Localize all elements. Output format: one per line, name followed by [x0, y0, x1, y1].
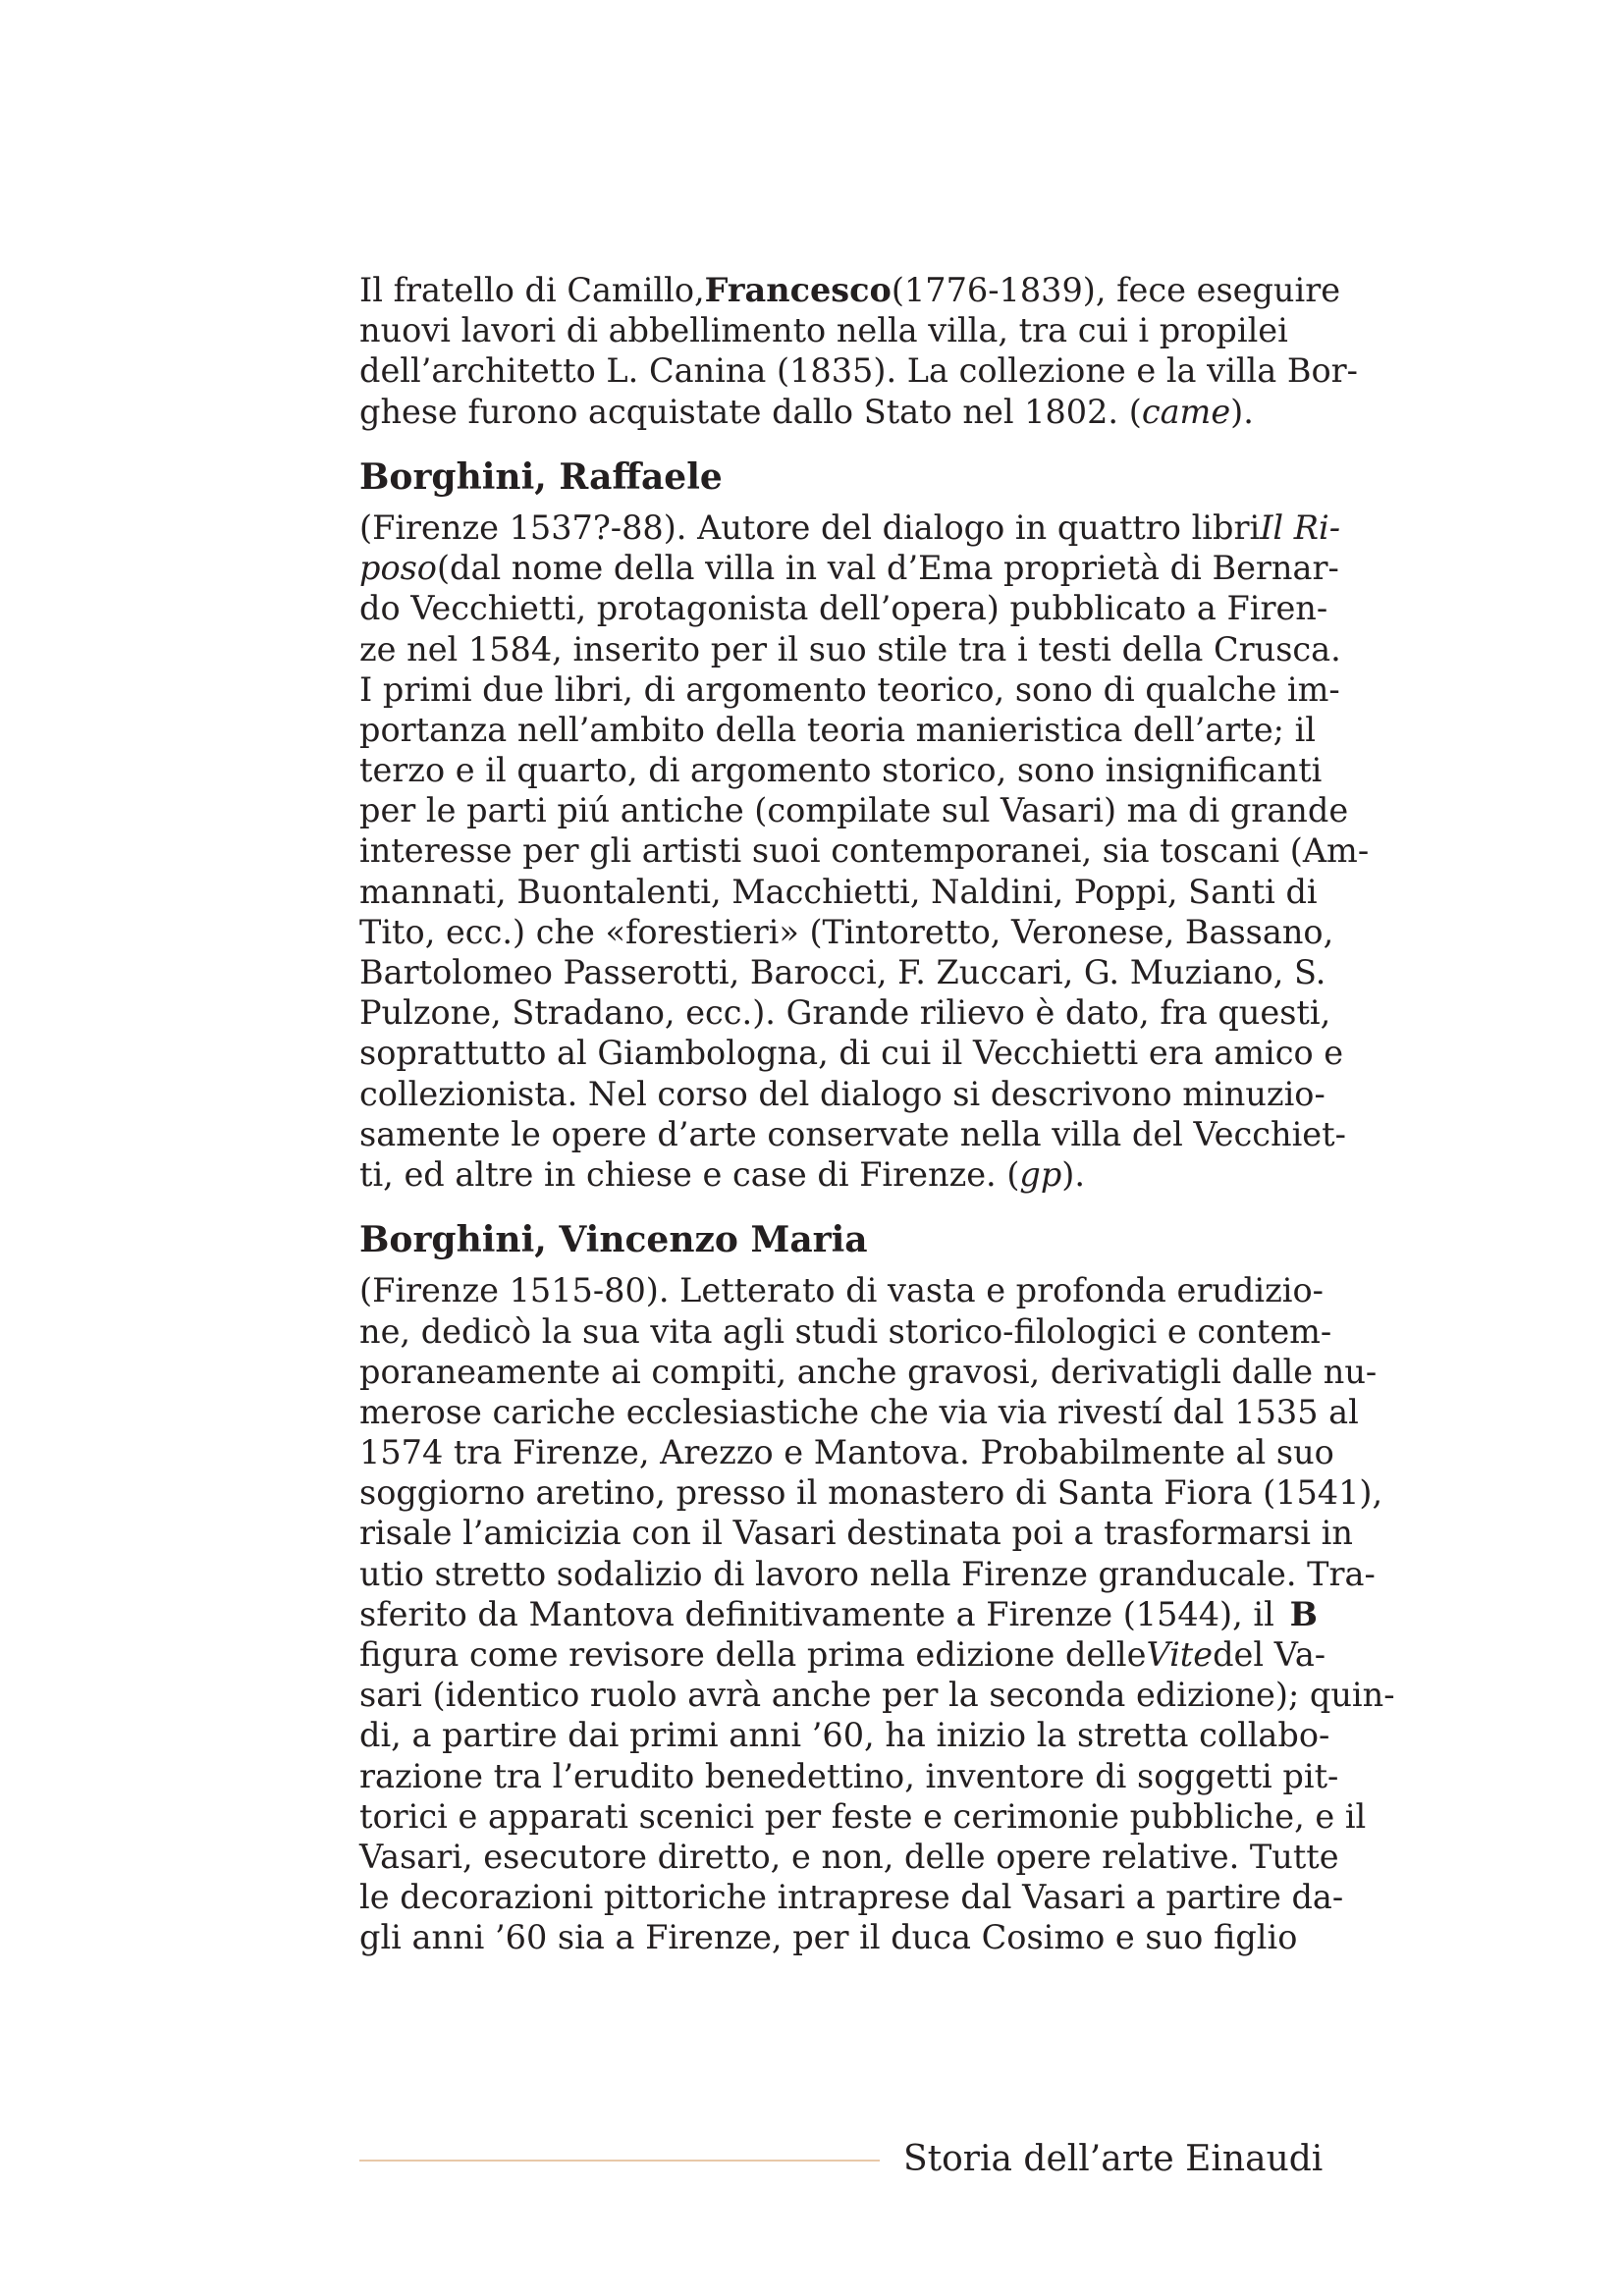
text-run: I primi due libri, di argomento teorico, sono di qualche im-	[359, 669, 1340, 709]
text-line	[359, 1074, 1325, 1114]
text-run: (dal nome della villa in val d’Ema proprietà di Bernar-	[436, 549, 1339, 588]
text-run: le decorazioni pittoriche intraprese dal Vasari a partire da-	[359, 1878, 1344, 1917]
text-run: poraneamente ai compiti, anche gravosi, derivatigli dalle nu-	[359, 1352, 1378, 1391]
text-run: nuovi lavori di abbellimento nella villa, tra cui i propilei	[359, 311, 1288, 350]
text-line	[359, 750, 1323, 790]
text-run: ne, dedicò la sua vita agli studi storico-filologici e contem-	[359, 1311, 1332, 1351]
text-run: del Va-	[1213, 1635, 1326, 1674]
text-run: merose cariche ecclesiastiche che via via rivestí dal 1535 al	[359, 1392, 1359, 1431]
text-run: samente le opere d’arte conservate nella villa del Vecchiet-	[359, 1114, 1346, 1153]
text-run: ).	[1061, 1154, 1086, 1194]
text-run: interesse per gli artisti suoi contemporanei, sia toscani (Am-	[359, 831, 1370, 871]
text-line	[359, 350, 1358, 391]
entry-body-vincenzo	[359, 1270, 1395, 1957]
text-line	[359, 1392, 1359, 1432]
text-line	[359, 1837, 1339, 1877]
text-line	[359, 1270, 1324, 1310]
text-run: per le parti piú antiche (compilate sul Vasari) ma di grande	[359, 791, 1349, 830]
text-run: di, a partire dai primi anni ’60, ha inizio la stretta collabo-	[359, 1716, 1330, 1755]
text-run: soggiorno aretino, presso il monastero di Santa Fiora (1541),	[359, 1473, 1383, 1513]
text-line	[359, 669, 1340, 710]
text-run: razione tra l’erudito benedettino, inventore di soggetti pit-	[359, 1756, 1339, 1795]
text-line	[359, 1715, 1330, 1755]
text-run: Vasari, esecutore diretto, e non, delle opere relative. Tutte	[359, 1837, 1339, 1876]
text-run: ti, ed altre in chiese e case di Firenze. (	[359, 1154, 1020, 1194]
text-line	[359, 830, 1370, 871]
text-line	[359, 548, 1339, 588]
text-run: Il fratello di Camillo,	[359, 271, 705, 309]
text-line	[359, 507, 1341, 548]
entry-heading-raffaele: Borghini, Raffaele	[359, 455, 723, 498]
text-line	[359, 1675, 1395, 1715]
text-line	[359, 1917, 1318, 1957]
footer-rule	[359, 2160, 880, 2162]
text-line	[359, 1033, 1344, 1073]
text-run: portanza nell’ambito della teoria manieristica dell’arte; il	[359, 710, 1317, 749]
text-line	[359, 1877, 1344, 1917]
text-line	[359, 1756, 1339, 1796]
italic-text: Vite	[1146, 1635, 1214, 1674]
text-run: dell’architetto L. Canina (1835). La collezione e la villa Bor-	[359, 351, 1358, 391]
text-run: (Firenze 1537?-88). Autore del dialogo in quattro libri	[359, 507, 1261, 547]
footer-title: Storia dell’arte Einaudi	[903, 2139, 1324, 2179]
italic-text: gp	[1019, 1154, 1062, 1194]
text-run: do Vecchietti, protagonista dell’opera) pubblicato a Firen-	[359, 589, 1328, 628]
text-run: 1574 tra Firenze, Arezzo e Mantova. Probabilmente al suo	[359, 1433, 1334, 1472]
text-line	[359, 1796, 1367, 1837]
text-run: gli anni ’60 sia a Firenze, per il duca Cosimo e suo figlio	[359, 1918, 1298, 1957]
text-line	[359, 1513, 1353, 1553]
text-line	[359, 392, 1318, 432]
text-line	[359, 1114, 1346, 1154]
text-run: Pulzone, Stradano, ecc.). Grande rilievo è dato, fra questi,	[359, 993, 1331, 1033]
text-run: risale l’amicizia con il Vasari destinata poi a trasformarsi in	[359, 1514, 1353, 1553]
entry-body-raffaele	[359, 507, 1370, 1195]
text-line	[359, 310, 1318, 350]
text-line	[359, 588, 1328, 628]
text-line	[359, 1154, 1318, 1195]
text-run: ).	[1230, 392, 1254, 431]
text-line	[359, 710, 1318, 750]
text-line	[359, 992, 1331, 1033]
text-line	[359, 912, 1334, 952]
text-run: collezionista. Nel corso del dialogo si descrivono minuzio-	[359, 1074, 1325, 1113]
text-run: (Firenze 1515-80). Letterato di vasta e profonda erudizio-	[359, 1271, 1324, 1310]
text-run: figura come revisore della prima edizione delle	[359, 1635, 1147, 1674]
text-line	[359, 1432, 1334, 1472]
text-run: terzo e il quarto, di argomento storico, sono insignificanti	[359, 751, 1323, 790]
bold-text: B	[1289, 1594, 1318, 1633]
italic-text: poso	[359, 549, 437, 588]
text-line	[359, 952, 1326, 992]
italic-text: came	[1141, 392, 1231, 431]
text-run: ghese furono acquistate dallo Stato nel 1802. (	[359, 392, 1142, 431]
entry-heading-vincenzo: Borghini, Vincenzo Maria	[359, 1219, 868, 1261]
text-run: ze nel 1584, inserito per il suo stile tra i testi della Crusca.	[359, 629, 1341, 668]
text-line	[359, 1594, 1318, 1634]
text-run: Bartolomeo Passerotti, Barocci, F. Zuccari, G. Muziano, S.	[359, 953, 1326, 991]
text-run: torici e apparati scenici per feste e cerimonie pubbliche, e il	[359, 1796, 1367, 1836]
entry-borghese-continued	[359, 270, 1358, 432]
text-line	[359, 1634, 1326, 1675]
text-run: soprattutto al Giambologna, di cui il Vecchietti era amico e	[359, 1034, 1344, 1073]
text-run: Tito, ecc.) che «forestieri» (Tintoretto, Veronese, Bassano,	[359, 912, 1334, 951]
text-run: sferito da Mantova definitivamente a Firenze (1544), il	[359, 1594, 1274, 1633]
text-run: (1776-1839), fece eseguire	[891, 271, 1341, 309]
text-run: utio stretto sodalizio di lavoro nella Firenze granducale. Tra-	[359, 1554, 1376, 1593]
text-line	[359, 1554, 1376, 1594]
text-line	[359, 270, 1341, 310]
text-line	[359, 872, 1318, 912]
text-line	[359, 790, 1349, 830]
bold-text: Francesco	[704, 271, 892, 309]
text-line	[359, 1352, 1378, 1392]
text-run: mannati, Buontalenti, Macchietti, Naldini, Poppi, Santi di	[359, 872, 1318, 911]
text-line	[359, 1472, 1383, 1513]
text-line	[359, 629, 1341, 669]
text-line	[359, 1311, 1332, 1352]
page-body	[359, 270, 1395, 1958]
italic-text: Il Ri-	[1260, 507, 1341, 547]
text-run: sari (identico ruolo avrà anche per la seconda edizione); quin-	[359, 1676, 1395, 1715]
